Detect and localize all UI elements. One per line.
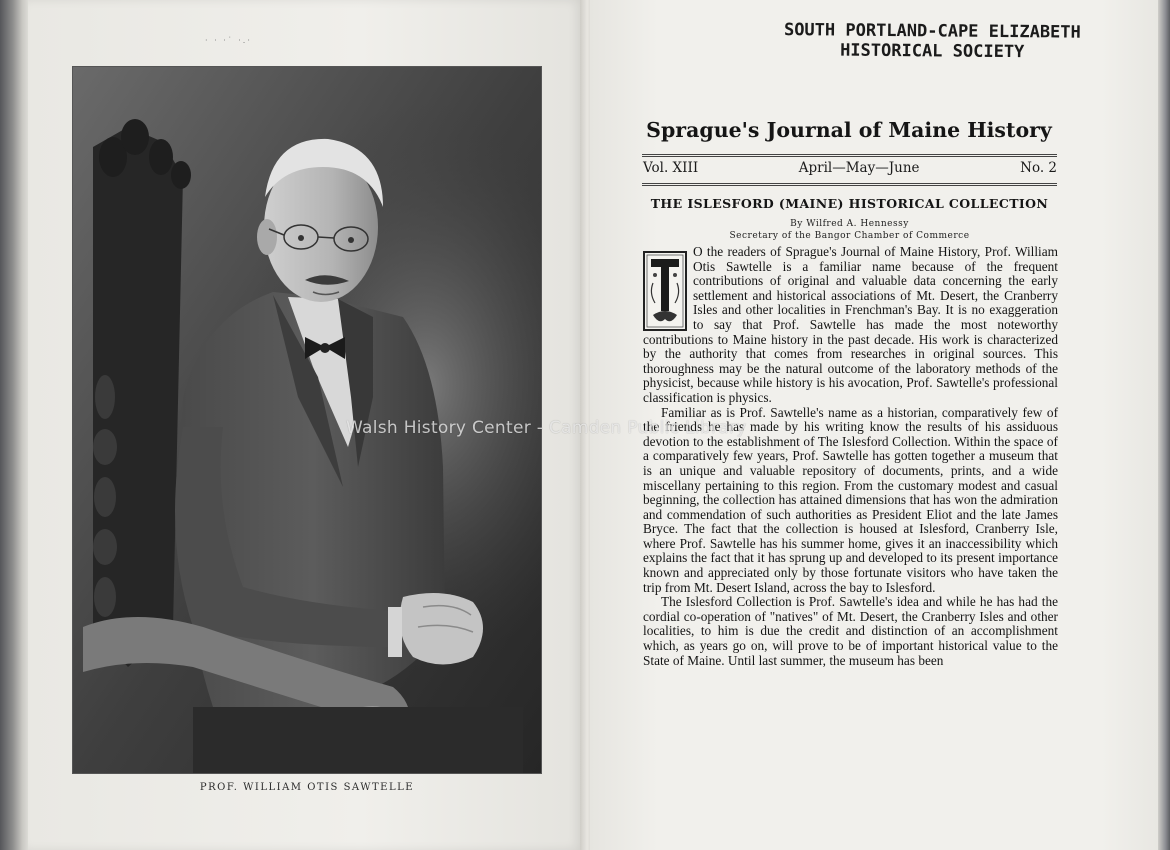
book-right-edge xyxy=(1158,0,1170,850)
stamp-line-1: SOUTH PORTLAND-CAPE ELIZABETH xyxy=(783,20,1081,43)
paper-specks: · · ·˙ ·.· xyxy=(205,36,252,45)
header-rule-bottom-2 xyxy=(642,185,1057,186)
issue-number: No. 2 xyxy=(1020,160,1057,176)
header-rule-top-2 xyxy=(642,156,1057,157)
volume-label: Vol. XIII xyxy=(643,160,699,176)
issue-months: April—May—June xyxy=(798,160,920,176)
article-title: THE ISLESFORD (MAINE) HISTORICAL COLLECTION xyxy=(650,196,1049,211)
paragraph-2: Familiar as is Prof. Sawtelle's name as a historian, comparatively few of the friends he has made by his writing know the results of his assiduous devotion to the establishment of The Islesford Collection. Within the space of a comparatively few years, Prof. Sawtelle has gotten together a museum that is an unique and valuable repository of documents, prints, and a wide miscellany pertaining to this region. From the customary modest and casual beginning, the collection has attained dimensions that has won the admiration and commendation of such authorities as President Eliot and the late James Bryce. The fact that the collection is housed at Islesford, Cranberry Isle, where Prof. Sawtelle has his summer home, gives it an inaccessibility which explains the fact that it has sprung up and developed to its present importance known and appreciated only by those fortunate visitors who have taken the trip from Mt. Desert Island, across the bay to Islesford. xyxy=(643,404,1058,595)
article-body xyxy=(643,245,1058,668)
article-byline: By Wilfred A. Hennessy xyxy=(790,219,909,229)
paragraph-3: The Islesford Collection is Prof. Sawtelle's idea and while he has had the cordial co-operation of "natives" of Mt. Desert, the Cranberry Isles and other localities, to him is due the credit and distinction of an accomplishment which, as years go on, will prove to be of important historical value to the State of Maine. Until last summer, the museum has been xyxy=(643,594,1058,668)
dropcap-letter-icon xyxy=(645,253,685,329)
photo-caption: PROF. WILLIAM OTIS SAWTELLE xyxy=(199,782,415,793)
author-affiliation: Secretary of the Bangor Chamber of Commerce xyxy=(729,231,970,241)
header-rule-top xyxy=(642,154,1057,155)
dropcap-ornament xyxy=(643,251,687,331)
paragraph-1 xyxy=(643,245,1058,406)
issue-line xyxy=(643,160,1057,176)
library-stamp xyxy=(775,20,1090,63)
book-left-edge xyxy=(0,0,28,850)
header-rule-bottom xyxy=(642,183,1057,184)
stamp-line-2: HISTORICAL SOCIETY xyxy=(840,40,1025,63)
paragraph-1-text: O the readers of Sprague's Journal of Maine History, Prof. William Otis Sawtelle is a familiar name because of the frequent contributions of original and valuable data concerning the early settlement and historical associations of Mt. Desert, the Cranberry Isles and other localities in Frenchman's Bay. It is no exaggeration to say that Prof. Sawtelle has made the most noteworthy contributions to Maine history in the past decade. His work is characterized by the authority that comes from researches in original sources. This thoroughness may be the natural outcome of the laboratory methods of the physicist, because while history is his avocation, Prof. Sawtelle's professional classification is physics. xyxy=(643,244,1058,405)
journal-title: Sprague's Journal of Maine History xyxy=(646,118,1052,142)
watermark: Walsh History Center - Camden Public Library xyxy=(346,418,747,438)
